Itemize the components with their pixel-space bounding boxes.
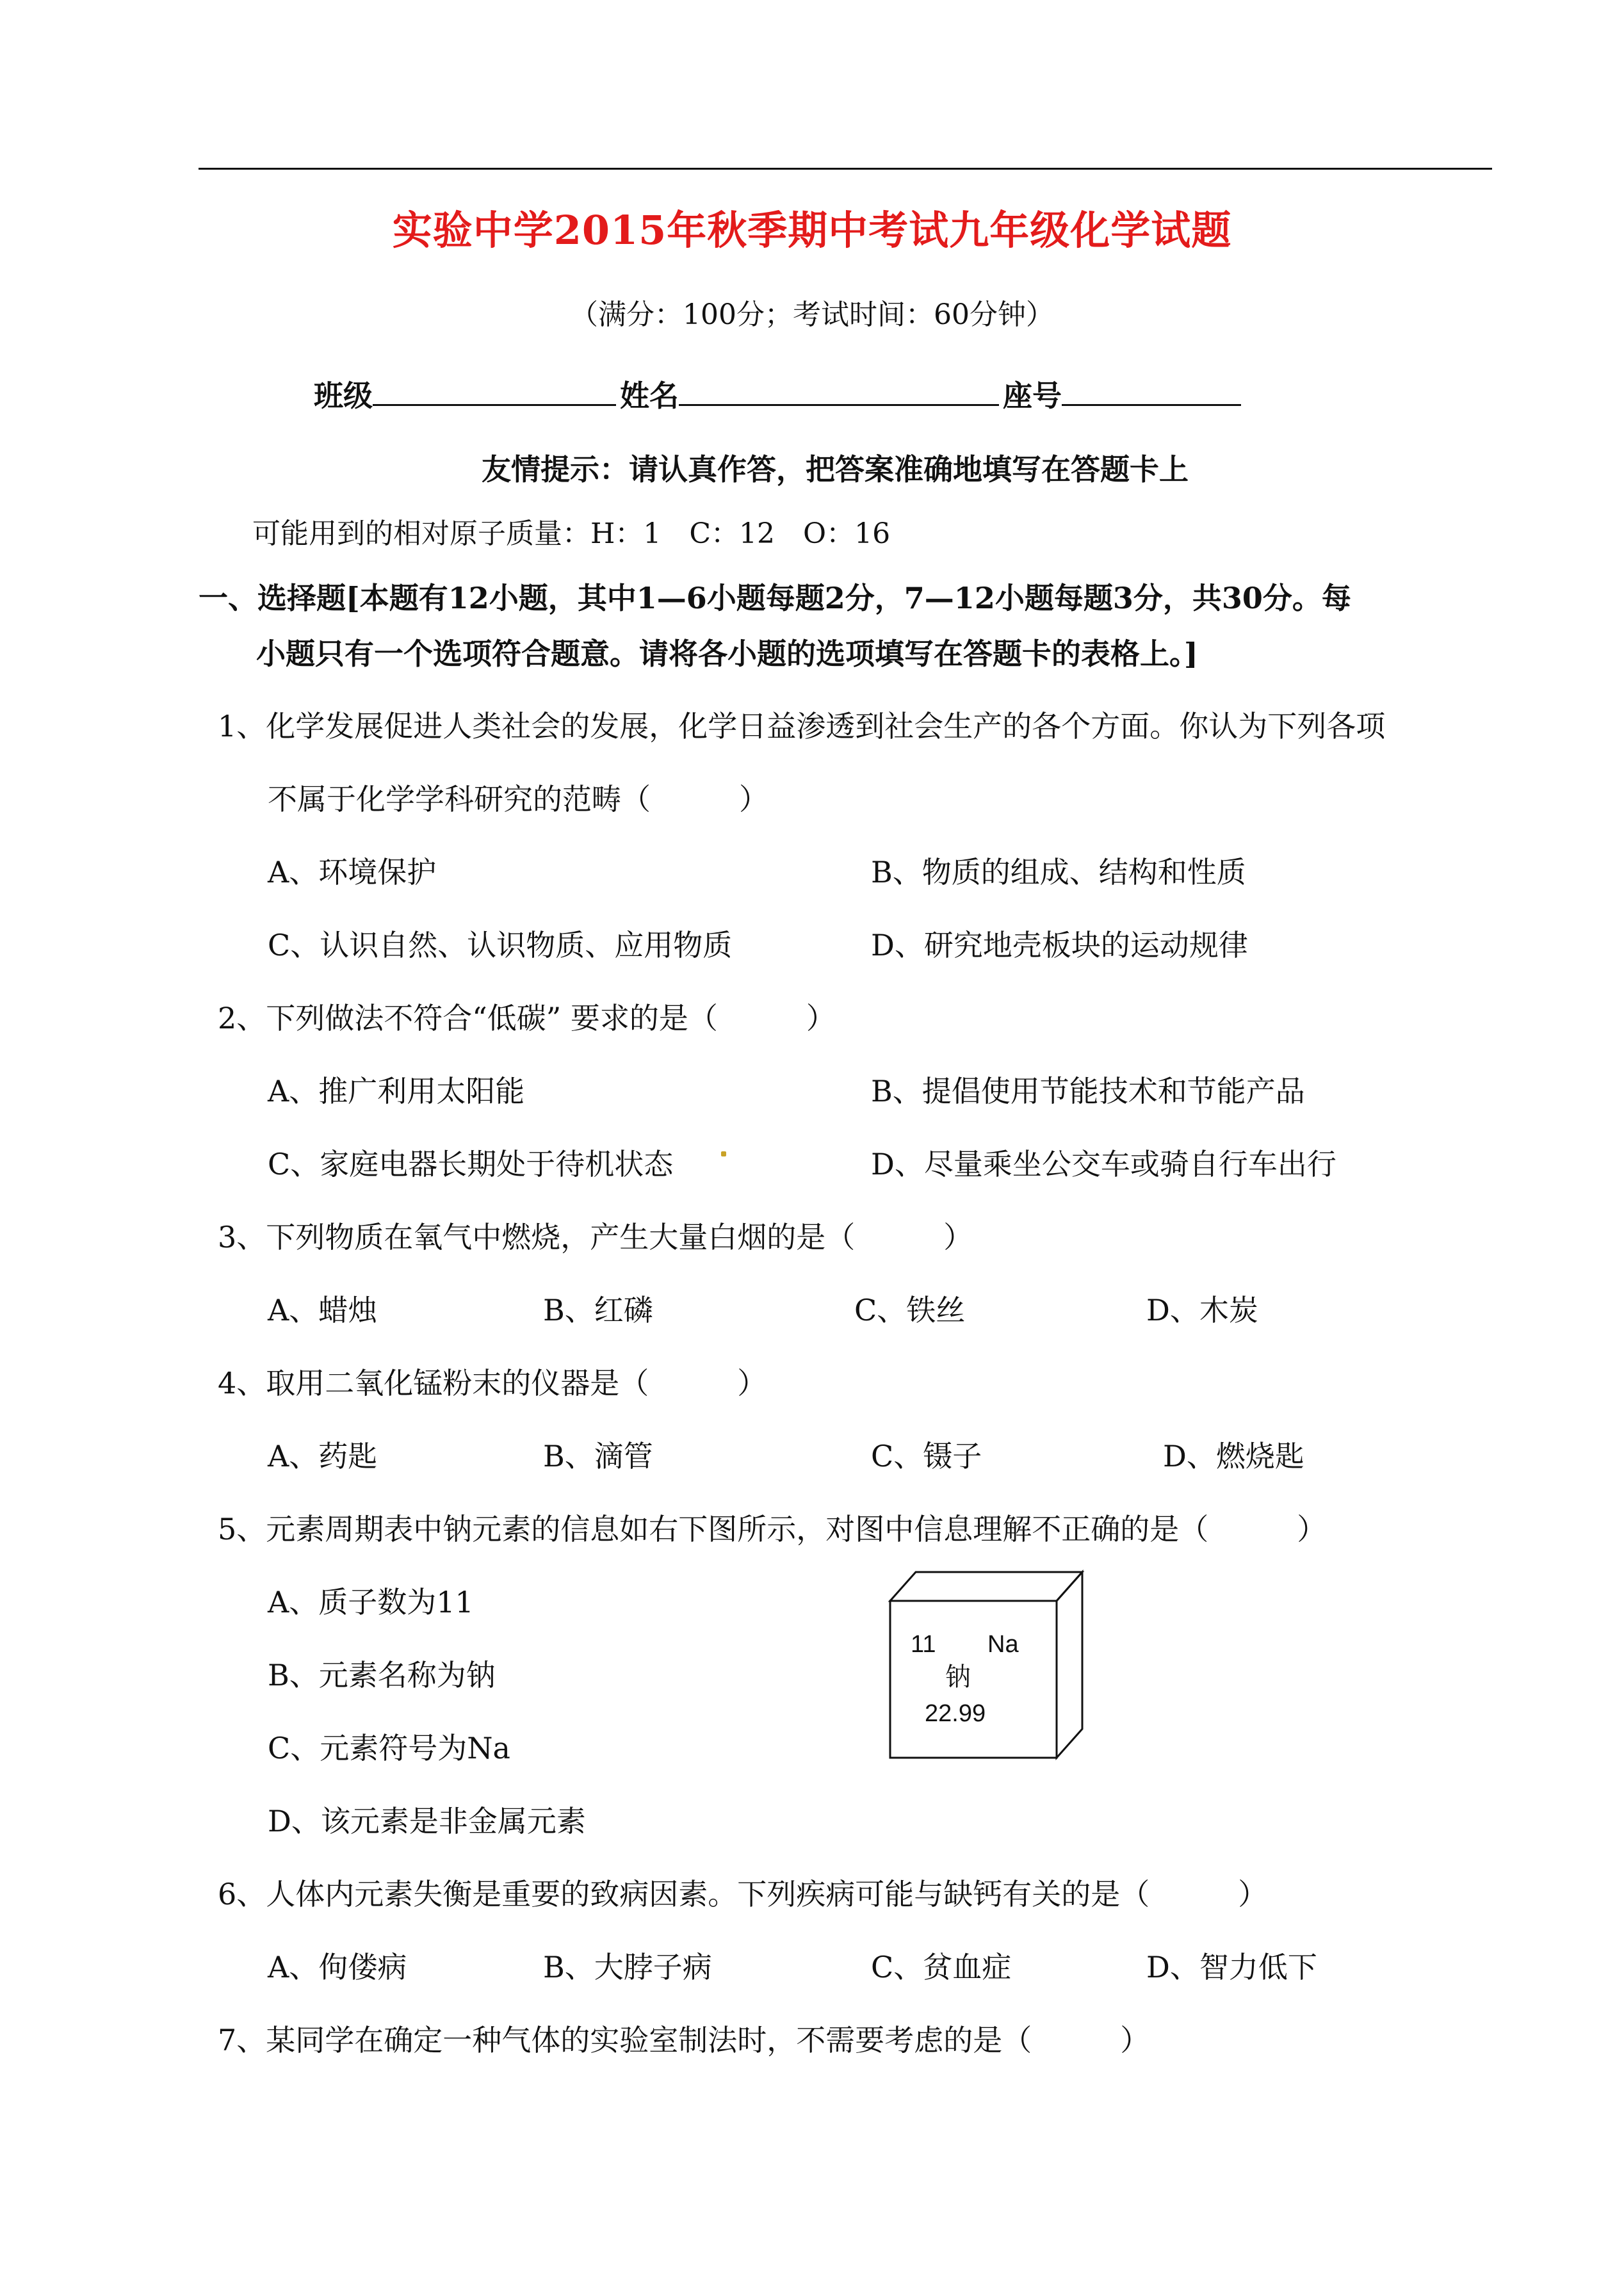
class-label: 班级	[314, 378, 373, 413]
exam-subtitle: （满分：100分；考试时间：60分钟）	[570, 298, 1054, 331]
question-2-stem: 2、下列做法不符合“低碳” 要求的是（ ）	[218, 1001, 836, 1035]
card-side-face	[1057, 1572, 1082, 1758]
question-5-stem: 5、元素周期表中钠元素的信息如右下图所示，对图中信息理解不正确的是（ ）	[218, 1512, 1327, 1546]
element-number: 11	[911, 1631, 936, 1658]
sodium-element-card	[877, 1562, 1089, 1767]
q4-option-a: A、药匙	[268, 1439, 378, 1473]
q2-option-a: A、推广利用太阳能	[268, 1074, 525, 1108]
q3-option-b: B、红磷	[543, 1293, 653, 1327]
card-front-face	[890, 1601, 1057, 1758]
q1-option-c: C、认识自然、认识物质、应用物质	[268, 928, 733, 962]
section-heading-line2: 小题只有一个选项符合题意。请将各小题的选项填写在答题卡的表格上。]	[256, 637, 1198, 671]
q1-option-d: D、研究地壳板块的运动规律	[871, 928, 1248, 962]
question-4-stem: 4、取用二氧化锰粉末的仪器是（ ）	[218, 1366, 767, 1400]
q2-option-c: C、家庭电器长期处于待机状态	[268, 1147, 674, 1181]
q2-option-d: D、尽量乘坐公交车或骑自行车出行	[871, 1147, 1336, 1181]
q5-option-c: C、元素符号为Na	[268, 1731, 510, 1765]
atomic-mass-note: 可能用到的相对原子质量：H：1 C：12 O：16	[252, 517, 891, 550]
question-1-stem: 1、化学发展促进人类社会的发展，化学日益渗透到社会生产的各个方面。你认为下列各项	[218, 709, 1386, 743]
q1-option-a: A、环境保护	[268, 855, 437, 889]
exam-title: 实验中学2015年秋季期中考试九年级化学试题	[392, 207, 1232, 254]
question-6-stem: 6、人体内元素失衡是重要的致病因素。下列疾病可能与缺钙有关的是（ ）	[218, 1877, 1268, 1911]
q5-option-d: D、该元素是非金属元素	[268, 1804, 586, 1838]
q2-option-b: B、提倡使用节能技术和节能产品	[871, 1074, 1305, 1108]
question-7-stem: 7、某同学在确定一种气体的实验室制法时，不需要考虑的是（ ）	[218, 2023, 1150, 2057]
q3-option-d: D、木炭	[1146, 1293, 1258, 1327]
student-info-fields	[314, 373, 1245, 415]
card-top-face	[890, 1572, 1082, 1601]
q1-option-b: B、物质的组成、结构和性质	[871, 855, 1246, 889]
name-label: 姓名	[620, 378, 679, 413]
question-1-stem-cont: 不属于化学学科研究的范畴（ ）	[268, 782, 768, 816]
top-rule	[199, 168, 1492, 170]
seat-blank[interactable]	[1062, 377, 1241, 406]
stray-dot	[721, 1151, 726, 1156]
q6-option-c: C、贫血症	[871, 1950, 1012, 1984]
q6-option-a: A、佝偻病	[268, 1950, 407, 1984]
question-3-stem: 3、下列物质在氧气中燃烧，产生大量白烟的是（ ）	[218, 1220, 973, 1254]
section-heading-line1: 一、选择题[本题有12小题，其中1—6小题每题2分，7—12小题每题3分，共30分。每	[199, 581, 1351, 615]
q5-option-a: A、质子数为11	[268, 1585, 474, 1619]
seat-label: 座号	[1003, 378, 1062, 413]
q4-option-b: B、滴管	[543, 1439, 653, 1473]
q4-option-d: D、燃烧匙	[1163, 1439, 1304, 1473]
class-blank[interactable]	[373, 377, 616, 406]
q4-option-c: C、镊子	[871, 1439, 982, 1473]
q5-option-b: B、元素名称为钠	[268, 1658, 496, 1692]
q3-option-a: A、蜡烛	[268, 1293, 378, 1327]
element-name: 钠	[945, 1662, 971, 1692]
q6-option-b: B、大脖子病	[543, 1950, 712, 1984]
element-symbol: Na	[987, 1631, 1019, 1658]
name-blank[interactable]	[679, 377, 999, 406]
q6-option-d: D、智力低下	[1146, 1950, 1317, 1984]
friendly-tip: 友情提示：请认真作答，把答案准确地填写在答题卡上	[482, 452, 1189, 487]
element-mass: 22.99	[925, 1700, 986, 1727]
q3-option-c: C、铁丝	[854, 1293, 966, 1327]
